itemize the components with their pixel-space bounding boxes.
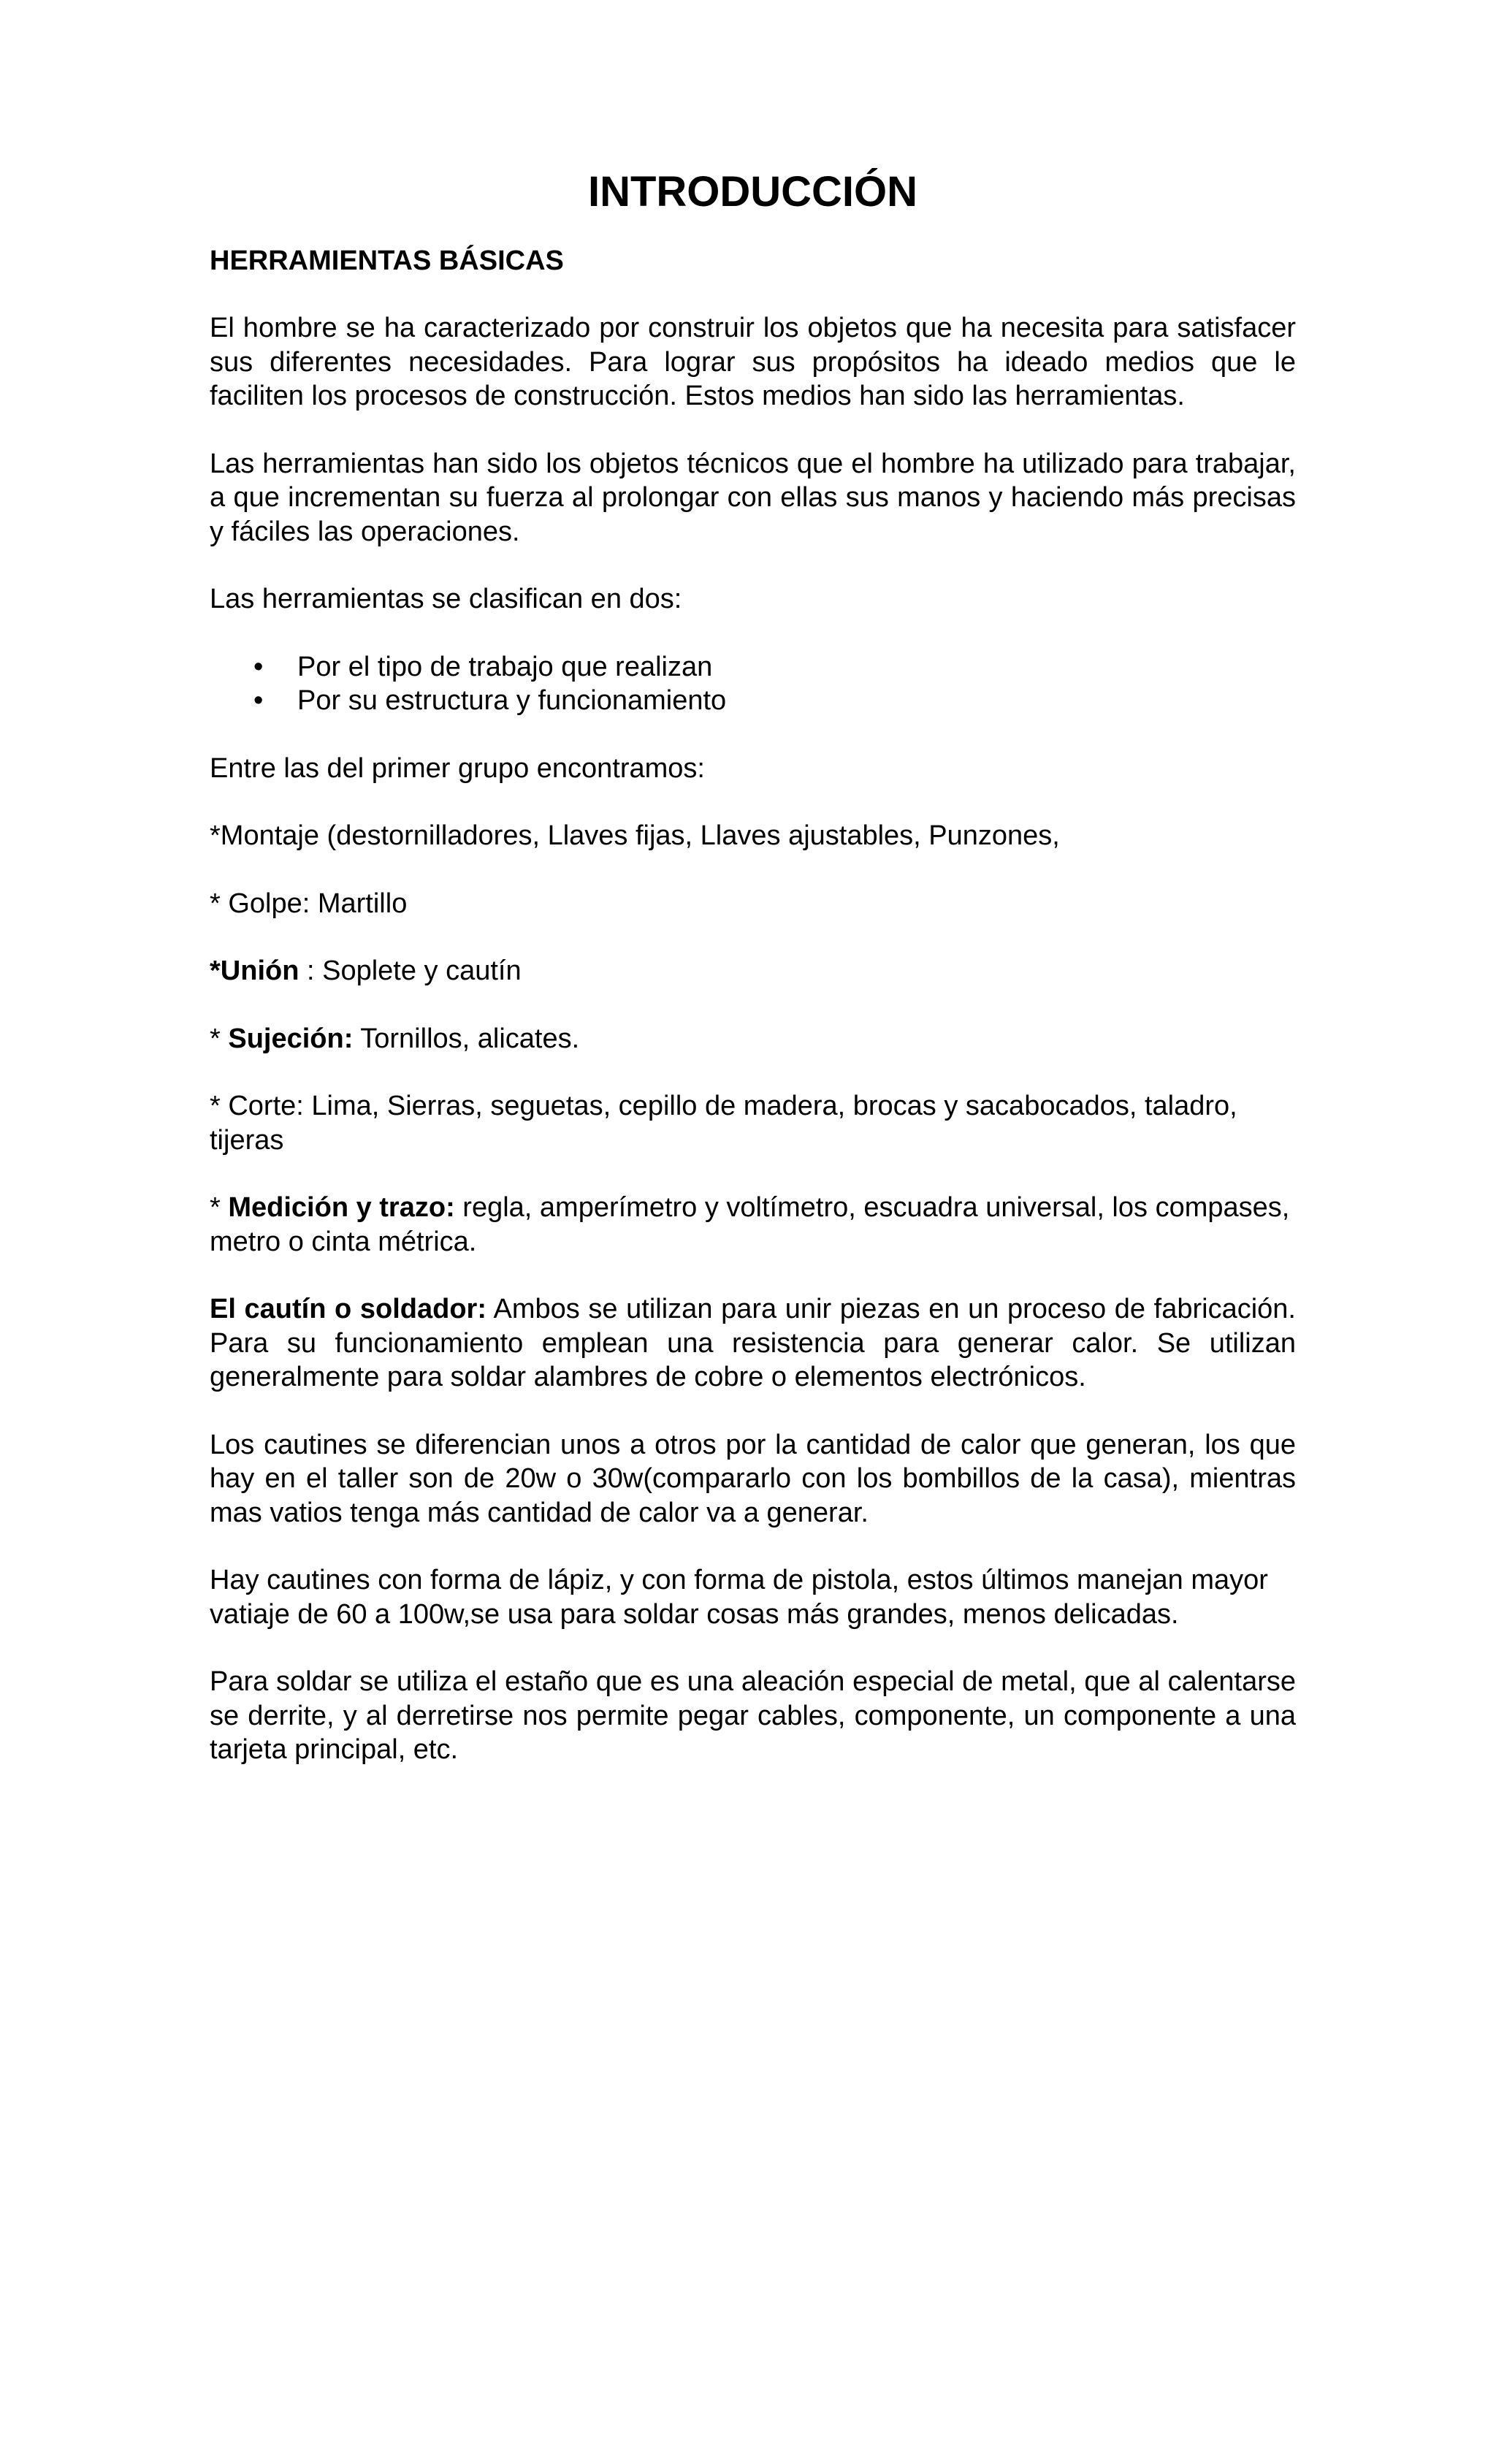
closing-paragraph-1: Los cautines se diferencian unos a otros por la cantidad de calor que generan, los que hay en el taller son de 20w o 30w(compararlo con los bombillos de la casa), mientras mas vatios tenga más cantidad de calor va a generar. (210, 1429, 1296, 1528)
closing-paragraph-2: Hay cautines con forma de lápiz, y con forma de pistola, estos últimos manejan mayor vatiaje de 60 a 100w,se usa para soldar cosas más grandes, menos delicadas. (210, 1565, 1268, 1630)
category-sujecion (210, 1022, 1296, 1056)
category-montaje: *Montaje (destornilladores, Llaves fijas, Llaves ajustables, Punzones, (210, 820, 1060, 851)
category-medicion-label: Medición y trazo: (228, 1192, 455, 1223)
category-medicion-text: regla, amperímetro y voltímetro, escuadra universal, los compases, metro o cinta métrica. (210, 1192, 1290, 1257)
category-golpe: * Golpe: Martillo (210, 888, 408, 919)
list-item-text: Por su estructura y funcionamiento (297, 685, 727, 716)
bullet-icon: • (253, 685, 264, 716)
category-corte: * Corte: Lima, Sierras, seguetas, cepillo de madera, brocas y sacabocados, taladro, tijeras (210, 1091, 1237, 1156)
closing-paragraph-3: Para soldar se utiliza el estaño que es una aleación especial de metal, que al calentarse se derrite, y al derretirse nos permite pegar cables, componente, un componente a una tarjeta principal, etc. (210, 1666, 1296, 1765)
cautin-text: Ambos se utilizan para unir piezas en un proceso de fabricación. Para su funcionamiento emplean una resistencia para generar calor. Se utilizan generalmente para soldar alambres de cobre o elementos electrónicos. (210, 1294, 1296, 1392)
cautin-paragraph (210, 1292, 1296, 1395)
category-medicion-prefix: * (210, 1192, 229, 1223)
classification-intro: Las herramientas se clasifican en dos: (210, 584, 682, 614)
first-group-intro: Entre las del primer grupo encontramos: (210, 752, 705, 784)
page-title: INTRODUCCIÓN (587, 168, 918, 215)
list-item (210, 650, 1296, 684)
bullet-icon: • (253, 651, 264, 682)
category-medicion (210, 1191, 1296, 1259)
intro-paragraph-2: Las herramientas han sido los objetos técnicos que el hombre ha utilizado para trabajar, a que incrementan su fuerza al prolongar con ellas sus manos y haciendo más precisas y fáciles las operaciones. (210, 448, 1296, 547)
intro-paragraph-1: El hombre se ha caracterizado por construir los objetos que ha necesita para satisfacer sus diferentes necesidades. Para lograr sus propósitos ha ideado medios que le faciliten los procesos de construcción. Estos medios han sido las herramientas. (210, 313, 1296, 411)
category-sujecion-prefix: * (210, 1023, 229, 1054)
list-item (210, 684, 1296, 718)
category-union-label: *Unión (210, 956, 299, 986)
classification-list (210, 650, 1296, 718)
cautin-label: El cautín o soldador: (210, 1294, 486, 1324)
category-sujecion-text: Tornillos, alicates. (353, 1023, 580, 1054)
list-item-text: Por el tipo de trabajo que realizan (297, 651, 713, 682)
document-page (210, 167, 1296, 1801)
category-union (210, 954, 1296, 988)
section-heading: HERRAMIENTAS BÁSICAS (210, 245, 564, 276)
category-union-text: : Soplete y cautín (299, 956, 522, 986)
category-sujecion-label: Sujeción: (228, 1023, 354, 1054)
